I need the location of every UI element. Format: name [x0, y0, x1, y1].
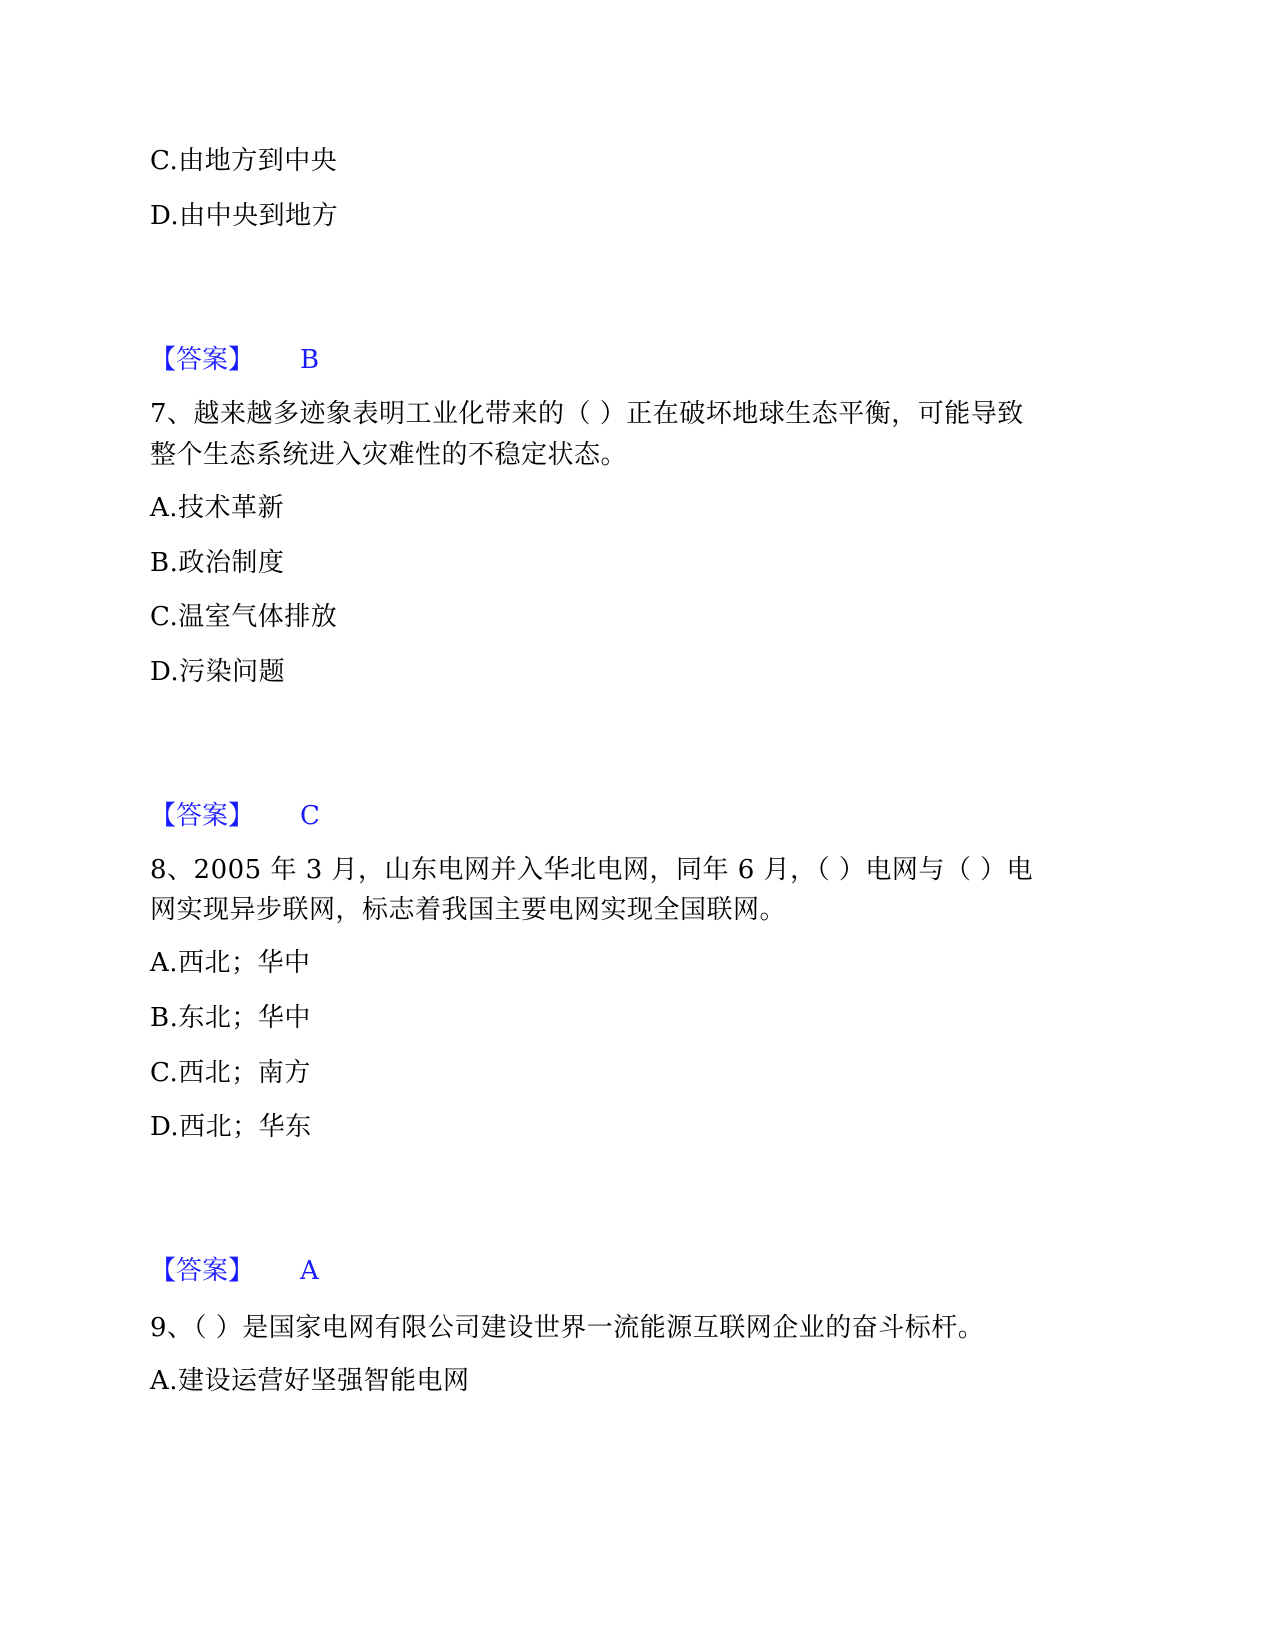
q7-option-a: A.技术革新	[150, 493, 285, 523]
q7-answer	[150, 799, 320, 833]
q7-option-d: D.污染问题	[150, 657, 286, 687]
q6-option-c: C.由地方到中央	[150, 146, 338, 176]
answer-label: 【答案】	[150, 345, 255, 375]
q8-option-b: B.东北；华中	[150, 1003, 311, 1033]
answer-value: B	[300, 345, 320, 375]
q7-stem-line-1: 7、越来越多迹象表明工业化带来的（ ）正在破坏地球生态平衡，可能导致	[150, 399, 1024, 429]
q6-answer	[150, 343, 319, 377]
q7-option-b: B.政治制度	[150, 548, 285, 578]
q9-stem-line-1: 9、（ ）是国家电网有限公司建设世界一流能源互联网企业的奋斗标杆。	[150, 1313, 985, 1343]
answer-value: A	[300, 1256, 319, 1286]
q8-stem-line-1: 8、2005 年 3 月，山东电网并入华北电网，同年 6 月，（ ）电网与（ ）电	[150, 855, 1034, 885]
q8-stem-line-2: 网实现异步联网，标志着我国主要电网实现全国联网。	[150, 895, 787, 925]
q6-option-d: D.由中央到地方	[150, 201, 339, 231]
q8-option-d: D.西北；华东	[150, 1112, 312, 1142]
answer-value: C	[300, 801, 320, 831]
q8-option-a: A.西北；华中	[150, 948, 311, 978]
q8-answer	[150, 1254, 319, 1288]
answer-label: 【答案】	[150, 801, 255, 831]
q8-option-c: C.西北；南方	[150, 1058, 311, 1088]
q7-option-c: C.温室气体排放	[150, 602, 338, 632]
answer-label: 【答案】	[150, 1256, 255, 1286]
q7-stem-line-2: 整个生态系统进入灾难性的不稳定状态。	[150, 440, 628, 470]
q9-option-a: A.建设运营好坚强智能电网	[150, 1366, 470, 1396]
